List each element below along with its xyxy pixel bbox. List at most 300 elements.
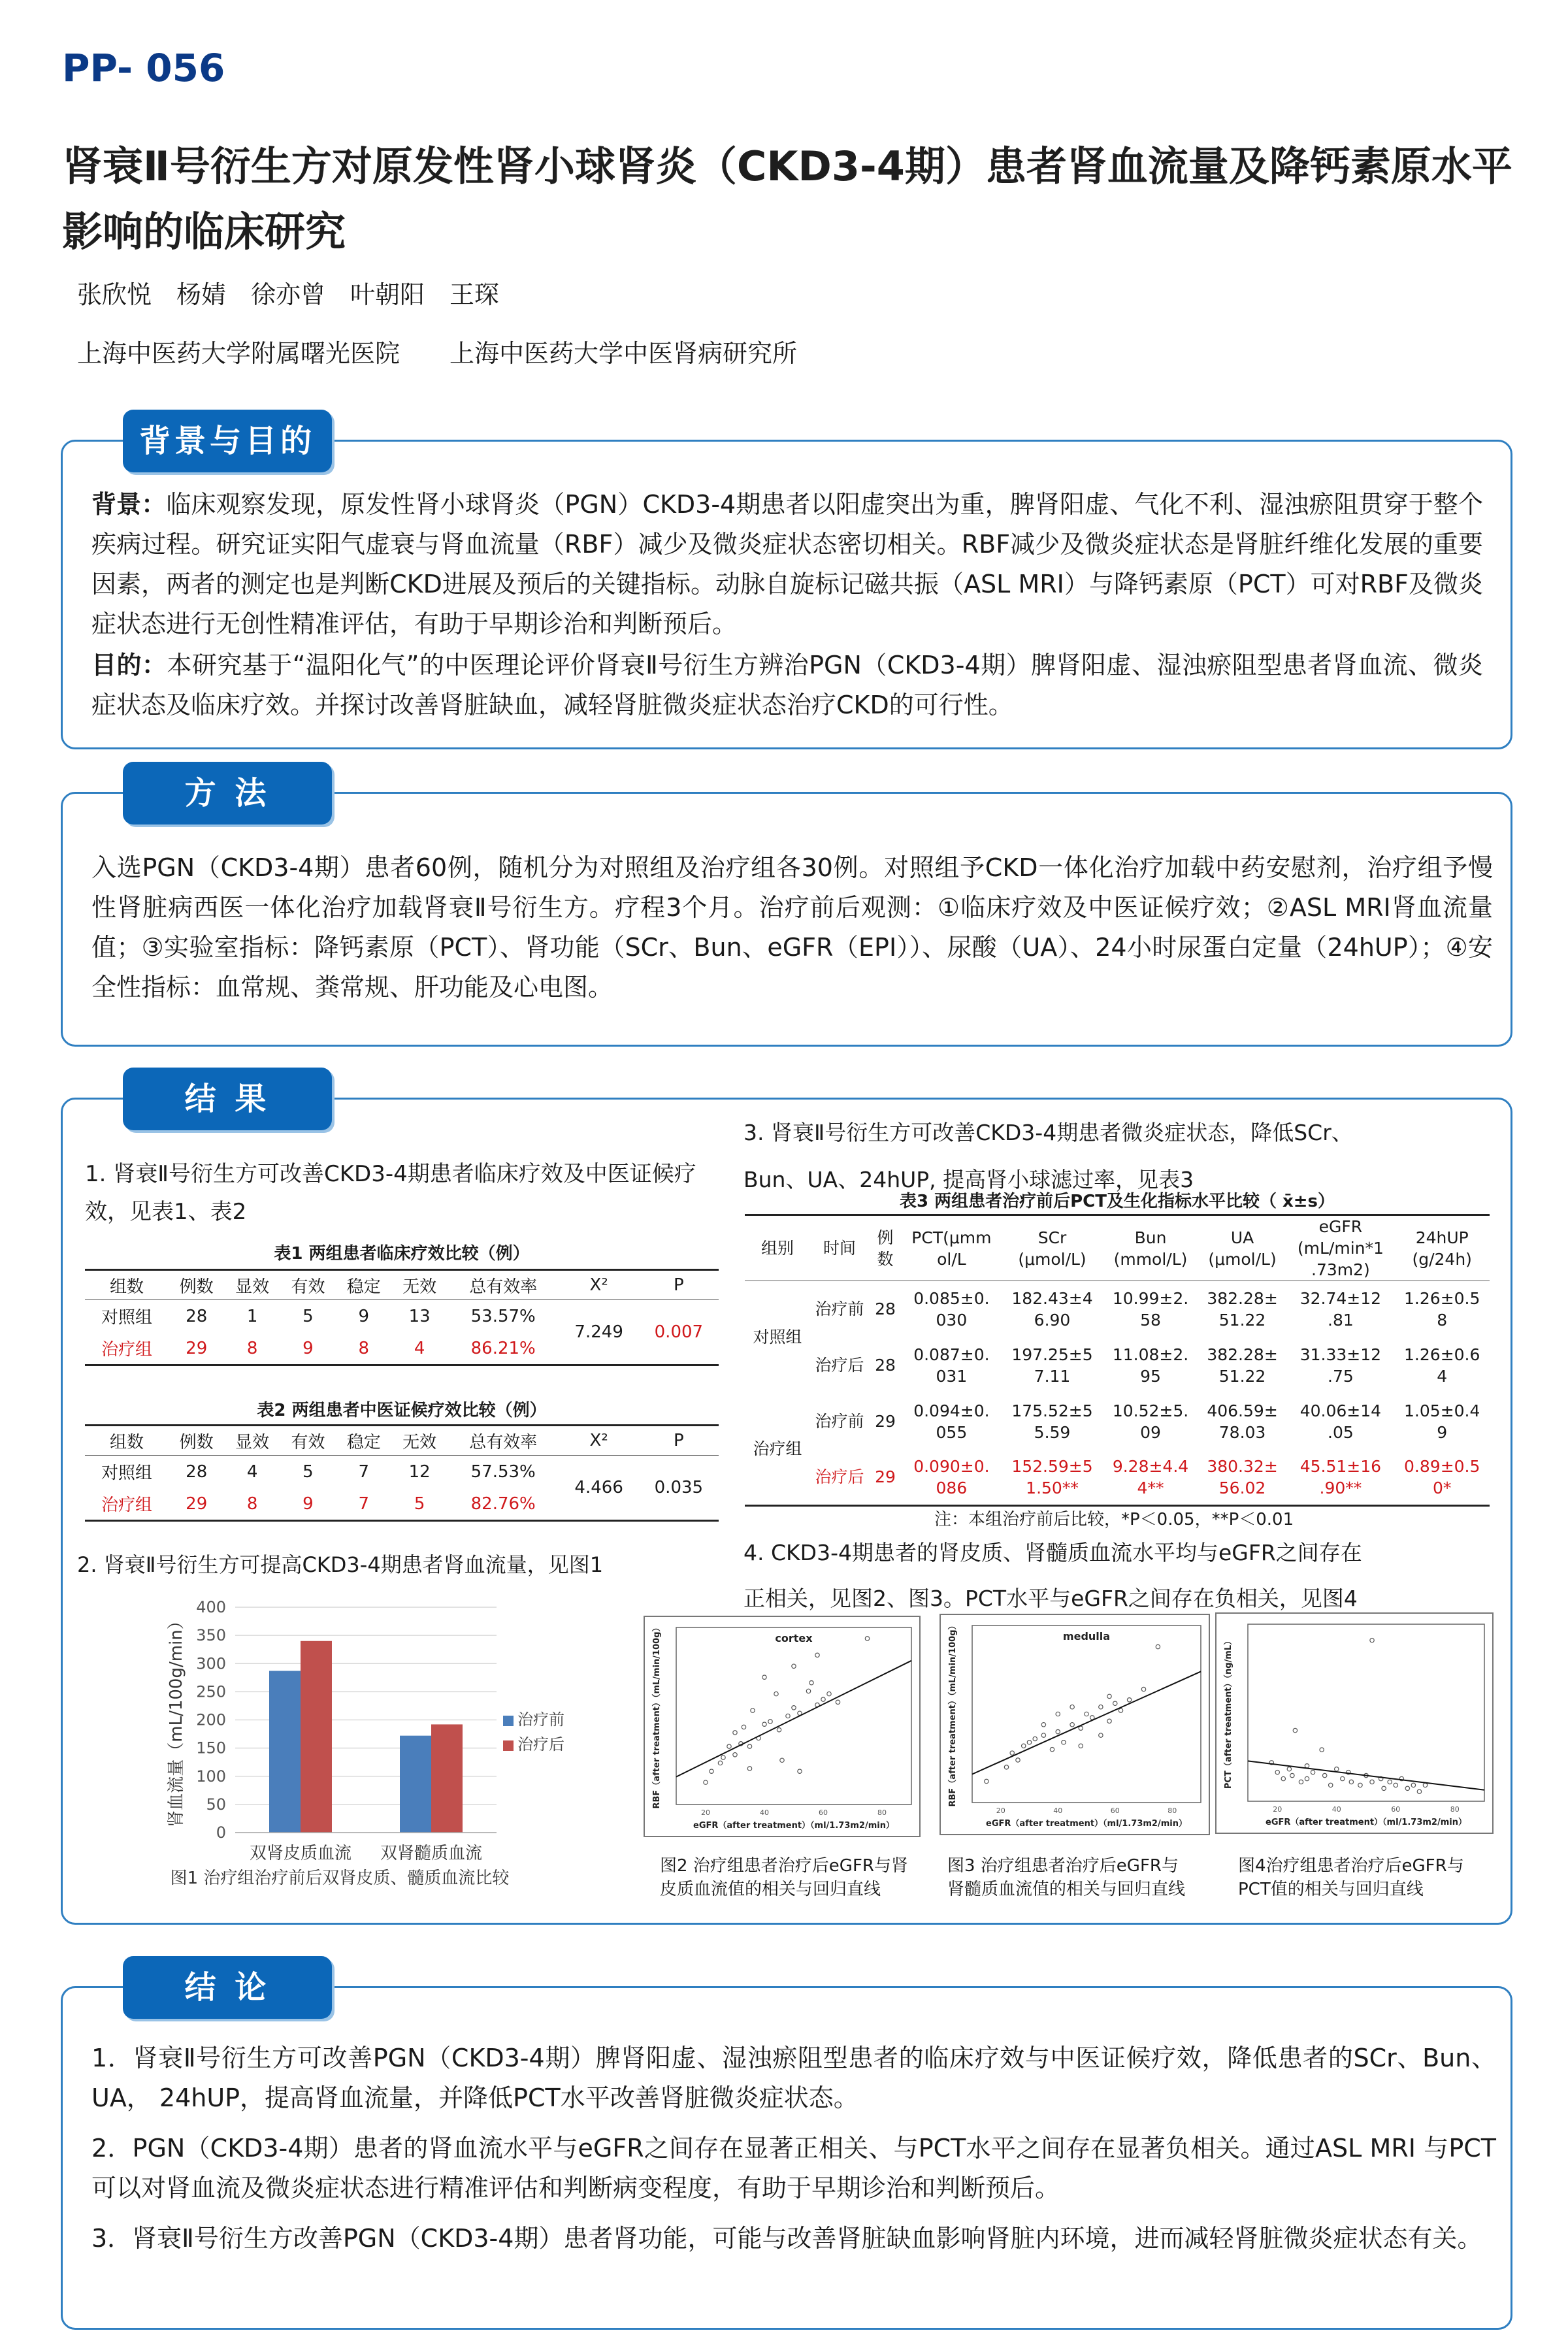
conclusion-2: 2．PGN（CKD3-4期）患者的肾血流水平与eGFR之间存在显著正相关、与PCT水平之间存在显著负相关。通过ASL MRI 与PCT可以对肾血流及微炎症状态进行精准评估和判断病变程度，有助于早期诊治和判断预后。 — [91, 2134, 1496, 2202]
t3-h-l: ol/L — [937, 1249, 966, 1269]
t2-h: 显效 — [235, 1432, 270, 1452]
t3-cell-line: 1.50** — [1026, 1478, 1079, 1497]
data-point — [1305, 1776, 1309, 1780]
data-point — [1079, 1744, 1083, 1748]
t3-cell-line: 10.99±2. — [1112, 1288, 1189, 1308]
x-tick-label: 双肾髓质血流 — [380, 1844, 483, 1863]
t3-cell — [1103, 1394, 1198, 1450]
cell: 7 — [358, 1494, 370, 1514]
t3-cell-line: 382.28± — [1207, 1288, 1278, 1308]
figure-3-scatter — [939, 1614, 1210, 1835]
regression-line — [1248, 1761, 1484, 1789]
cell: 57.53% — [470, 1462, 536, 1482]
t3-cell-line: 31.33±12 — [1299, 1345, 1382, 1364]
t3-cell-line: 0.094±0. — [913, 1401, 990, 1420]
cell: 1 — [246, 1306, 258, 1326]
t3-h-l: eGFR — [1318, 1217, 1363, 1236]
result-2-text: 2. 肾衰Ⅱ号衍生方可提高CKD3-4期患者肾血流量，见图1 — [77, 1552, 604, 1577]
table-2-caption: 表2 两组患者中医证候疗效比较（例） — [257, 1401, 547, 1420]
data-point — [1041, 1723, 1045, 1727]
t3-h — [1198, 1215, 1287, 1281]
t3-cell-line: 51.22 — [1218, 1366, 1266, 1386]
y-tick-label: 100 — [196, 1767, 226, 1786]
data-point — [1099, 1705, 1103, 1708]
data-point — [1107, 1719, 1111, 1723]
data-point — [1299, 1780, 1303, 1784]
data-point — [718, 1761, 722, 1765]
data-point — [1349, 1780, 1353, 1784]
figure-4-caption-l1: 图4治疗组患者治疗后eGFR与 — [1238, 1856, 1464, 1876]
t2-h: 无效 — [402, 1432, 437, 1452]
data-point — [1107, 1694, 1111, 1698]
bar-1-0 — [301, 1641, 332, 1833]
t3-time: 治疗后 — [815, 1467, 864, 1487]
t3-h-time: 时间 — [823, 1239, 856, 1258]
t3-h-l: (μmol/L) — [1208, 1249, 1277, 1269]
t3-cell-line: 9.28±4.4 — [1112, 1456, 1189, 1476]
y-tick-label: 150 — [196, 1739, 226, 1757]
figure-2-caption-l1: 图2 治疗组患者治疗后eGFR与肾 — [660, 1856, 908, 1876]
conclusion-heading: 结 论 — [123, 1956, 332, 2019]
t3-h-l: (g/24h) — [1412, 1249, 1472, 1269]
t3-cell — [1002, 1394, 1103, 1450]
data-point — [1141, 1687, 1145, 1691]
aim-label: 目的： — [91, 651, 167, 679]
t3-cell-line: 09 — [1140, 1422, 1161, 1442]
t3-cell-line: 7.11 — [1034, 1366, 1071, 1386]
y-axis-label: RBF（after treatment）（mL/min/100g） — [652, 1623, 662, 1809]
t3-cell-line: .90** — [1319, 1478, 1362, 1497]
data-point — [1127, 1698, 1131, 1702]
data-point — [792, 1706, 796, 1710]
data-point — [1056, 1712, 1060, 1716]
t3-cell — [902, 1281, 1002, 1337]
t3-cell — [1286, 1281, 1394, 1337]
data-point — [780, 1758, 784, 1762]
x-axis-label: eGFR（after treatment）（ml/1.73m2/min） — [986, 1819, 1187, 1829]
t3-cell — [902, 1337, 1002, 1394]
x-tick-label: 40 — [1331, 1805, 1341, 1814]
result-4-line-2: 正相关，见图2、图3。PCT水平与eGFR之间存在负相关，见图4 — [743, 1586, 1358, 1611]
affiliation: 上海中医药大学附属曙光医院 上海中医药大学中医肾病研究所 — [77, 339, 798, 368]
table-1 — [85, 1269, 719, 1366]
t3-cell — [1394, 1281, 1490, 1337]
t3-cell — [1394, 1450, 1490, 1506]
cell: 29 — [186, 1494, 208, 1514]
t2-h: 组数 — [110, 1432, 144, 1452]
t3-cell-line: .05 — [1328, 1422, 1354, 1442]
table-3 — [745, 1214, 1490, 1507]
table-row — [745, 1450, 1490, 1506]
data-point — [1411, 1783, 1415, 1787]
background-text — [91, 485, 1483, 644]
t3-cell-line: 1.26±0.5 — [1404, 1288, 1480, 1308]
t3-h-n-b: 数 — [877, 1249, 894, 1269]
t3-cell — [1394, 1394, 1490, 1450]
data-point — [733, 1753, 737, 1757]
cell: 8 — [358, 1338, 370, 1358]
data-point — [1119, 1708, 1122, 1712]
t3-cell — [1198, 1450, 1287, 1506]
aim-text — [91, 645, 1483, 725]
t2-h: 稳定 — [346, 1432, 381, 1452]
data-point — [774, 1691, 778, 1695]
cell: 治疗组 — [101, 1495, 153, 1516]
t3-cell-line: 0.090±0. — [913, 1456, 990, 1476]
plot-frame — [676, 1627, 911, 1805]
data-point — [1322, 1773, 1326, 1777]
y-tick-label: 250 — [196, 1682, 226, 1701]
data-point — [751, 1708, 755, 1712]
data-point — [1281, 1776, 1285, 1780]
poster-id: PP- 056 — [62, 46, 225, 90]
aim-body: 本研究基于“温阳化气”的中医理论评价肾衰Ⅱ号衍生方辨治PGN（CKD3-4期）脾肾阳虚、湿浊瘀阻型患者肾血流、微炎症状态及临床疗效。并探讨改善肾脏缺血，减轻肾脏微炎症状态治疗CKD的可行性。 — [91, 651, 1483, 719]
data-point — [777, 1727, 781, 1731]
t3-h-l: PCT(μmm — [911, 1228, 992, 1247]
figure-3-caption-l1: 图3 治疗组患者治疗后eGFR与 — [947, 1856, 1179, 1876]
data-point — [1287, 1767, 1291, 1771]
data-point — [1099, 1733, 1103, 1737]
t3-group: 对照组 — [753, 1328, 802, 1347]
regression-line — [972, 1671, 1201, 1774]
figure-3-caption — [947, 1854, 1222, 1901]
data-point — [827, 1691, 831, 1695]
data-point — [1033, 1737, 1037, 1740]
t3-h — [1286, 1215, 1394, 1281]
result-4-line-1: 4. CKD3-4期患者的肾皮质、肾髓质血流水平均与eGFR之间存在 — [743, 1540, 1362, 1565]
t3-cell-line: .75 — [1328, 1366, 1354, 1386]
t2-h: 总有效率 — [469, 1432, 538, 1452]
plot-frame — [972, 1625, 1201, 1803]
t3-cell-line: 380.32± — [1207, 1456, 1278, 1476]
data-point — [1293, 1728, 1297, 1732]
plot-frame — [1248, 1624, 1484, 1801]
y-axis-label: 肾血流量（mL/100g/min） — [167, 1612, 186, 1827]
data-point — [733, 1731, 737, 1735]
data-point — [1320, 1748, 1324, 1752]
cell: 8 — [246, 1338, 258, 1358]
figure-2-caption-l2: 皮质血流值的相关与回归直线 — [660, 1880, 881, 1899]
x-tick-label: 20 — [1273, 1805, 1282, 1814]
y-axis-label: PCT（after treatment）（ng/mL） — [1224, 1636, 1233, 1789]
poster-title: 肾衰Ⅱ号衍生方对原发性肾小球肾炎（CKD3-4期）患者肾血流量及降钙素原水平影响的临床研究 — [62, 142, 1512, 255]
background-heading: 背景与目的 — [123, 410, 332, 472]
t3-cell-line: 58 — [1140, 1310, 1161, 1330]
cell: 9 — [358, 1306, 370, 1326]
t3-cell-line: 78.03 — [1218, 1422, 1266, 1442]
cell: 7 — [358, 1462, 370, 1482]
t3-cell-line: 4 — [1437, 1366, 1448, 1386]
x-tick-label: 80 — [877, 1808, 887, 1817]
data-point — [792, 1664, 796, 1668]
data-point — [1382, 1786, 1386, 1790]
data-point — [1329, 1783, 1333, 1787]
cell: 对照组 — [101, 1308, 153, 1328]
table-row — [745, 1394, 1490, 1450]
t3-cell — [1394, 1337, 1490, 1394]
table-3-note: 注：本组治疗前后比较，*P＜0.05，**P＜0.01 — [934, 1510, 1294, 1529]
data-point — [1070, 1723, 1074, 1727]
t2-chi: 4.466 — [574, 1478, 623, 1497]
t3-h-l: 24hUP — [1415, 1228, 1469, 1247]
data-point — [762, 1675, 766, 1679]
t3-cell-line: 56.02 — [1218, 1478, 1266, 1497]
data-point — [1085, 1712, 1088, 1716]
data-point — [1050, 1748, 1054, 1752]
cell: 治疗组 — [101, 1340, 153, 1360]
t3-cell-line: 9 — [1437, 1422, 1448, 1442]
t3-cell-line: 175.52±5 — [1011, 1401, 1093, 1420]
t2-h: 例数 — [179, 1432, 214, 1452]
x-tick-label: 20 — [996, 1806, 1005, 1815]
t3-cell — [902, 1450, 1002, 1506]
table-row — [85, 1456, 719, 1488]
t3-h — [1394, 1215, 1490, 1281]
t3-h-n-a: 例 — [877, 1228, 894, 1247]
t3-cell-line: 382.28± — [1207, 1345, 1278, 1364]
data-point — [1311, 1770, 1315, 1774]
cell: 28 — [186, 1306, 208, 1326]
t3-cell-line: 1.05±0.4 — [1404, 1401, 1480, 1420]
data-point — [747, 1767, 751, 1771]
cell: 5 — [302, 1462, 314, 1482]
x-tick-label: 80 — [1168, 1806, 1177, 1815]
t3-cell — [1103, 1337, 1198, 1394]
t3-cell — [1198, 1281, 1287, 1337]
t1-h: 总有效率 — [469, 1277, 538, 1297]
cell: 4 — [414, 1338, 425, 1358]
data-point — [806, 1689, 810, 1693]
y-tick-label: 400 — [196, 1598, 226, 1616]
t3-cell-line: 6.90 — [1034, 1310, 1071, 1330]
t3-time: 治疗前 — [815, 1412, 864, 1431]
t3-h-l: .73m2) — [1311, 1260, 1370, 1279]
t1-h: 稳定 — [346, 1277, 381, 1297]
bar-1-1 — [431, 1724, 463, 1833]
data-point — [727, 1744, 731, 1748]
t3-h-l: Bun — [1134, 1228, 1167, 1247]
table-row — [85, 1300, 719, 1333]
table-1-caption: 表1 两组患者临床疗效比较（例） — [274, 1244, 530, 1264]
t3-cell-line: 030 — [936, 1310, 968, 1330]
legend-swatch — [503, 1716, 514, 1726]
cell: 8 — [246, 1494, 258, 1514]
data-point — [1370, 1780, 1374, 1784]
t3-cell-line: 0.89±0.5 — [1404, 1456, 1480, 1476]
table-row — [745, 1281, 1490, 1337]
t3-n: 28 — [875, 1299, 896, 1319]
t3-cell — [1286, 1394, 1394, 1450]
x-tick-label: 60 — [819, 1808, 828, 1817]
y-tick-label: 0 — [216, 1823, 226, 1842]
t3-cell-line: 197.25±5 — [1011, 1345, 1093, 1364]
data-point — [1290, 1773, 1294, 1777]
t2-p: 0.035 — [654, 1478, 704, 1497]
data-point — [1113, 1701, 1117, 1705]
t3-cell-line: 11.08±2. — [1112, 1345, 1189, 1364]
background-body: 临床观察发现，原发性肾小球肾炎（PGN）CKD3-4期患者以阳虚突出为重，脾肾阳虚、气化不利、湿浊瘀阻贯穿于整个疾病过程。研究证实阳气虚衰与肾血流量（RBF）减少及微炎症状态密切相关。RBF减少及微炎症状态是肾脏纤维化发展的重要因素，两者的测定也是判断CKD进展及预后的关键指标。动脉自旋标记磁共振（ASL MRI）与降钙素原（PCT）可对RBF及微炎症状态进行无创性精准评估，有助于早期诊治和判断预后。 — [91, 490, 1483, 638]
data-point — [742, 1725, 745, 1729]
t3-cell — [1286, 1337, 1394, 1394]
data-point — [721, 1756, 725, 1759]
conclusion-1: 1．肾衰Ⅱ号衍生方可改善PGN（CKD3-4期）脾肾阳虚、湿浊瘀阻型患者的临床疗效与中医证候疗效，降低患者的SCr、Bun、UA， 24hUP，提高肾血流量，并降低PCT水平改善肾脏微炎症状态。 — [91, 2044, 1496, 2112]
t3-n: 28 — [875, 1356, 896, 1375]
x-tick-label: 40 — [760, 1808, 769, 1817]
data-point — [1335, 1767, 1339, 1771]
t1-h: 例数 — [179, 1277, 214, 1297]
t3-cell-line: 0.087±0. — [913, 1345, 990, 1364]
data-point — [1394, 1783, 1397, 1787]
cell: 28 — [186, 1462, 208, 1482]
data-point — [1370, 1638, 1374, 1642]
data-point — [836, 1700, 840, 1704]
data-point — [762, 1722, 766, 1726]
cell: 9 — [302, 1494, 314, 1514]
x-tick-label: 双肾皮质血流 — [249, 1844, 352, 1863]
bar-0-1 — [400, 1736, 431, 1833]
cell: 82.76% — [470, 1494, 536, 1514]
t3-h-l: UA — [1230, 1228, 1254, 1247]
t3-cell-line: 1.26±0.6 — [1404, 1345, 1480, 1364]
t3-time: 治疗前 — [815, 1299, 864, 1319]
data-point — [985, 1779, 988, 1783]
t3-h-l: (mL/min*1 — [1297, 1239, 1384, 1258]
cell: 12 — [408, 1462, 431, 1482]
t3-cell-line: 10.52±5. — [1112, 1401, 1189, 1420]
t3-cell-line: .81 — [1328, 1310, 1354, 1330]
methods-heading: 方 法 — [123, 762, 332, 825]
legend-label: 治疗前 — [517, 1710, 564, 1729]
t3-h-n — [869, 1215, 902, 1281]
result-3-line-1: 3. 肾衰Ⅱ号衍生方可改善CKD3-4期患者微炎症状态，降低SCr、 — [743, 1120, 1353, 1145]
x-axis-label: eGFR（after treatment）（ml/1.73m2/min） — [1266, 1818, 1467, 1827]
conclusion-3: 3．肾衰Ⅱ号衍生方改善PGN（CKD3-4期）患者肾功能，可能与改善肾脏缺血影响肾脏内环境，进而减轻肾脏微炎症状态有关。 — [91, 2224, 1482, 2253]
t3-cell-line: 8 — [1437, 1310, 1448, 1330]
t1-h: Χ² — [589, 1275, 608, 1295]
figure-4-caption — [1238, 1854, 1499, 1901]
result-1-text: 1. 肾衰Ⅱ号衍生方可改善CKD3-4期患者临床疗效及中医证候疗效，见表1、表2 — [85, 1161, 696, 1225]
t3-time: 治疗后 — [815, 1356, 864, 1375]
cell: 5 — [302, 1306, 314, 1326]
t1-h: 有效 — [291, 1277, 325, 1297]
data-point — [786, 1714, 790, 1718]
t3-cell — [902, 1394, 1002, 1450]
data-point — [798, 1769, 802, 1773]
data-point — [1423, 1783, 1427, 1787]
data-point — [821, 1697, 825, 1701]
data-point — [1417, 1789, 1421, 1793]
t3-cell — [1103, 1450, 1198, 1506]
t2-h: 有效 — [291, 1432, 325, 1452]
figure-2-scatter — [644, 1616, 921, 1837]
y-tick-label: 350 — [196, 1626, 226, 1645]
figure-1-caption: 图1 治疗组治疗前后双肾皮质、髓质血流比较 — [170, 1869, 510, 1888]
data-point — [747, 1744, 751, 1748]
t3-cell-line: 40.06±14 — [1299, 1401, 1382, 1420]
t3-cell-line: 45.51±16 — [1299, 1456, 1382, 1476]
t3-cell-line: 4** — [1137, 1478, 1164, 1497]
t3-cell — [1286, 1450, 1394, 1506]
plot-title: medulla — [1062, 1630, 1111, 1642]
t3-h-l: SCr — [1037, 1228, 1067, 1247]
x-tick-label: 80 — [1450, 1805, 1460, 1814]
bar-0-0 — [269, 1671, 301, 1833]
t3-cell-line: 32.74±12 — [1299, 1288, 1382, 1308]
t3-h — [1002, 1215, 1103, 1281]
cell: 53.57% — [470, 1306, 536, 1326]
t1-h: 组数 — [110, 1277, 144, 1297]
table-3-caption: 表3 两组患者治疗前后PCT及生化指标水平比较（ x̄±s） — [899, 1192, 1335, 1211]
t1-chi: 7.249 — [574, 1322, 623, 1342]
data-point — [1004, 1765, 1008, 1769]
t3-cell-line: 95 — [1140, 1366, 1161, 1386]
data-point — [1388, 1780, 1392, 1784]
data-point — [768, 1720, 772, 1723]
t1-h: 无效 — [402, 1277, 437, 1297]
cell: 86.21% — [470, 1338, 536, 1358]
data-point — [1341, 1776, 1345, 1780]
figure-2-caption — [660, 1854, 934, 1901]
t3-h-l: (μmol/L) — [1018, 1249, 1086, 1269]
result-4-text — [743, 1530, 1495, 1622]
t3-h — [1103, 1215, 1198, 1281]
t3-cell — [1002, 1450, 1103, 1506]
data-point — [1358, 1783, 1362, 1787]
y-tick-label: 200 — [196, 1710, 226, 1729]
t3-cell-line: 031 — [936, 1366, 968, 1386]
t3-cell — [1002, 1281, 1103, 1337]
data-point — [1027, 1740, 1031, 1744]
data-point — [865, 1637, 869, 1641]
t3-h — [902, 1215, 1002, 1281]
t3-group: 治疗组 — [753, 1439, 802, 1459]
data-point — [1010, 1751, 1014, 1755]
y-tick-label: 50 — [206, 1795, 226, 1814]
t3-cell — [1103, 1281, 1198, 1337]
data-point — [710, 1769, 713, 1773]
t3-cell-line: 152.59±5 — [1011, 1456, 1093, 1476]
t3-cell-line: 055 — [936, 1422, 968, 1442]
y-tick-label: 300 — [196, 1654, 226, 1673]
t3-h-l: (mmol/L) — [1113, 1249, 1188, 1269]
legend-swatch — [503, 1740, 514, 1751]
figure-4-scatter — [1215, 1612, 1494, 1834]
t3-cell-line: 086 — [936, 1478, 968, 1497]
data-point — [1405, 1786, 1409, 1790]
x-tick-label: 40 — [1053, 1806, 1063, 1815]
y-axis-label: RBF（after treatment）（mL/min/100g） — [948, 1621, 958, 1807]
x-tick-label: 60 — [1391, 1805, 1401, 1814]
cell: 4 — [246, 1462, 258, 1482]
x-tick-label: 20 — [701, 1808, 710, 1817]
results-heading: 结 果 — [123, 1068, 332, 1130]
t3-cell-line: 51.22 — [1218, 1310, 1266, 1330]
data-point — [1275, 1770, 1279, 1774]
t3-cell-line: 5.59 — [1034, 1422, 1071, 1442]
table-row — [745, 1337, 1490, 1394]
methods-text: 入选PGN（CKD3-4期）患者60例，随机分为对照组及治疗组各30例。对照组予CKD一体化治疗加载中药安慰剂，治疗组予慢性肾脏病西医一体化治疗加载肾衰Ⅱ号衍生方。疗程3个月。治疗前后观测：①临床疗效及中医证候疗效；②ASL MRI肾血流量值；③实验室指标：降钙素原（PCT）、肾功能（SCr、Bun、eGFR（EPI））、尿酸（UA）、24小时尿蛋白定量（24hUP）；④安全性指标：血常规、粪常规、肝功能及心电图。 — [91, 853, 1493, 1002]
data-point — [1156, 1644, 1160, 1648]
cell: 29 — [186, 1338, 208, 1358]
t3-cell — [1198, 1394, 1287, 1450]
cell: 13 — [408, 1306, 431, 1326]
table-2 — [85, 1424, 719, 1522]
figure-3-caption-l2: 肾髓质血流值的相关与回归直线 — [947, 1880, 1186, 1899]
t3-cell-line: 182.43±4 — [1011, 1288, 1093, 1308]
plot-title: cortex — [775, 1632, 813, 1644]
data-point — [809, 1680, 813, 1684]
data-point — [1056, 1729, 1060, 1733]
